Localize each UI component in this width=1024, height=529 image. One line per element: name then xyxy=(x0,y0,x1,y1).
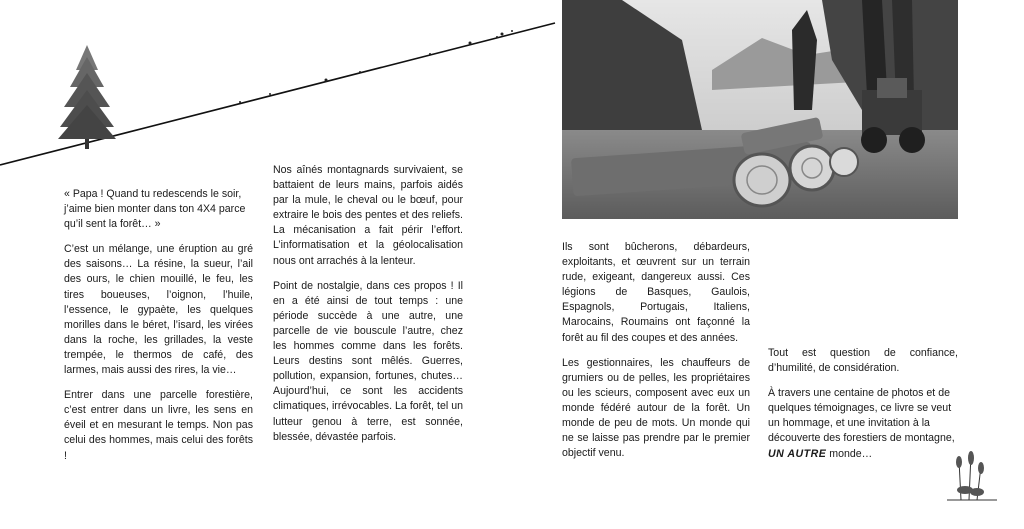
brand-un-autre: UN AUTRE xyxy=(768,447,827,460)
pine-tree-icon xyxy=(58,45,116,149)
paragraph: Les gestionnaires, les chauffeurs de grumiers ou de pelles, les propriétaires ou les scieurs, composent avec eux un monde fédéré autour de la forêt. Un monde de peu de mots. Un monde qui ne se laisse pas prendre par le premier objectif venu. xyxy=(562,356,750,460)
text-column-1 xyxy=(64,187,253,474)
closing-paragraph xyxy=(768,386,958,461)
closing-text-start: À travers une centaine de photos et de quelques témoignages, ce livre se veut un hommage, et une invitation à la découverte des forestiers de montagne, xyxy=(768,387,955,445)
text-column-3 xyxy=(562,240,750,471)
slope-illustration xyxy=(0,15,560,175)
lavender-sprig-icon xyxy=(947,450,997,502)
child-quote: « Papa ! Quand tu redescends le soir, j’aime bien monter dans ton 4X4 parce qu’il sent la forêt… » xyxy=(64,188,246,231)
paragraph: Entrer dans une parcelle forestière, c’est entrer dans un livre, les sens en éveil et en mesurant le temps. Non pas celui des hommes, mais celui des forêts ! xyxy=(64,389,253,462)
text-column-4 xyxy=(768,346,958,472)
paragraph: Point de nostalgie, dans ces propos ! Il en a été ainsi de tout temps : une période succède à une autre, une parcelle de vie bouscule l’autre, chez les hommes comme dans les forêts. Leurs destins sont mêlés. Guerres, pollution, expansion, fortunes, chutes… Aujourd’hui, ce sont les accidents climatiques, irrévocables. La forêt, tel un lutteur genou à terre, est sonnée, blessée, dévastée parfois. xyxy=(273,279,463,443)
closing-text-end: monde… xyxy=(826,447,873,460)
text-column-2 xyxy=(273,163,463,455)
forest-logging-photo xyxy=(562,0,958,219)
paragraph: Tout est question de confiance, d’humilité, de considération. xyxy=(768,347,958,375)
paragraph: Ils sont bûcherons, débardeurs, exploitants, et œuvrent sur un terrain rude, exigeant, dangereux aussi. Ces légions de Basques, Gaulois, Espagnols, Portugais, Italiens, Marocains, Roumains ont façonné la forêt au fil des coupes et des années. xyxy=(562,241,750,344)
paragraph: C’est un mélange, une éruption au gré des saisons… La résine, la sueur, l’ail des ours, le chien mouillé, le feu, les tires boueuses, l’oignon, l’huile, l’essence, le gypaète, les quelques morilles dans le béret, l’isard, les virées dans la roche, les grillades, la veste trempée, le thermos de café, des larmes, mais aussi des rires, la vie… xyxy=(64,243,253,377)
paragraph: Nos aînés montagnards survivaient, se battaient de leurs mains, parfois aidés par la mule, le cheval ou le bœuf, pour extraire le bois des pentes et des reliefs. La mécanisation a fait périr l’effort. L’informatisation et la géolocalisation nous ont arrachés à la lenteur. xyxy=(273,164,463,267)
